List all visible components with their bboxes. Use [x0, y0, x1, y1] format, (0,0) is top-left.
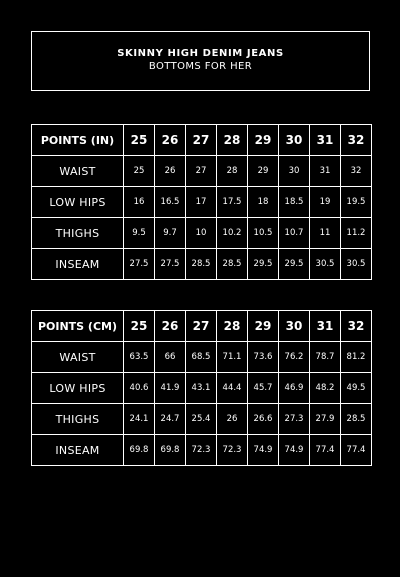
size-header: 27: [186, 311, 217, 342]
table-cell: 10.5: [248, 218, 279, 249]
table-cell: 76.2: [279, 342, 310, 373]
size-header: 30: [279, 311, 310, 342]
size-header: 26: [155, 311, 186, 342]
table-cell: 74.9: [248, 435, 279, 466]
row-label: LOW HIPS: [32, 187, 124, 218]
table-cell: 46.9: [279, 373, 310, 404]
size-header: 28: [217, 125, 248, 156]
table-cell: 30.5: [341, 249, 372, 280]
table-cell: 43.1: [186, 373, 217, 404]
table-cell: 63.5: [124, 342, 155, 373]
size-header: 25: [124, 311, 155, 342]
table-cell: 32: [341, 156, 372, 187]
table-cell: 48.2: [310, 373, 341, 404]
table-cell: 10.7: [279, 218, 310, 249]
table-cell: 28.5: [341, 404, 372, 435]
table-cell: 44.4: [217, 373, 248, 404]
table-cell: 11: [310, 218, 341, 249]
table-cell: 25: [124, 156, 155, 187]
table-cell: 27: [186, 156, 217, 187]
table-cell: 17: [186, 187, 217, 218]
table-cell: 10.2: [217, 218, 248, 249]
size-header: 31: [310, 125, 341, 156]
table-cell: 17.5: [217, 187, 248, 218]
table-cell: 26.6: [248, 404, 279, 435]
table-row: [32, 435, 372, 466]
table-row: [32, 373, 372, 404]
table-cell: 49.5: [341, 373, 372, 404]
table-cell: 81.2: [341, 342, 372, 373]
table-cell: 10: [186, 218, 217, 249]
row-label: WAIST: [32, 156, 124, 187]
table-cell: 26: [155, 156, 186, 187]
table-cell: 16.5: [155, 187, 186, 218]
table-row: [32, 187, 372, 218]
size-header: 25: [124, 125, 155, 156]
table-cell: 27.9: [310, 404, 341, 435]
table-cell: 31: [310, 156, 341, 187]
size-header: 26: [155, 125, 186, 156]
size-table-inches: [31, 124, 372, 280]
table-cell: 26: [217, 404, 248, 435]
row-label: LOW HIPS: [32, 373, 124, 404]
product-title: SKINNY HIGH DENIM JEANS: [117, 48, 284, 59]
table-cell: 29.5: [279, 249, 310, 280]
table-cell: 78.7: [310, 342, 341, 373]
table-row: [32, 156, 372, 187]
table-cell: 29.5: [248, 249, 279, 280]
table-cell: 16: [124, 187, 155, 218]
table-cell: 72.3: [186, 435, 217, 466]
table-cell: 41.9: [155, 373, 186, 404]
table-cell: 27.3: [279, 404, 310, 435]
table-cell: 11.2: [341, 218, 372, 249]
product-subtitle: BOTTOMS FOR HER: [148, 61, 253, 72]
table-row: [32, 342, 372, 373]
table-row: [32, 218, 372, 249]
table-cell: 68.5: [186, 342, 217, 373]
size-header: 29: [248, 311, 279, 342]
row-label: THIGHS: [32, 218, 124, 249]
header-row: [32, 125, 372, 156]
table-cell: 73.6: [248, 342, 279, 373]
table-cell: 18.5: [279, 187, 310, 218]
table-cell: 72.3: [217, 435, 248, 466]
row-label: INSEAM: [32, 249, 124, 280]
table-cell: 30: [279, 156, 310, 187]
size-header: 30: [279, 125, 310, 156]
table-cell: 28.5: [217, 249, 248, 280]
table-cell: 27.5: [155, 249, 186, 280]
points-header: POINTS (CM): [32, 311, 124, 342]
row-label: THIGHS: [32, 404, 124, 435]
table-cell: 77.4: [310, 435, 341, 466]
size-header: 32: [341, 125, 372, 156]
table-row: [32, 404, 372, 435]
title-box: [31, 31, 370, 91]
table-cell: 69.8: [124, 435, 155, 466]
points-header: POINTS (IN): [32, 125, 124, 156]
table-cell: 40.6: [124, 373, 155, 404]
table-cell: 24.7: [155, 404, 186, 435]
table-cell: 19.5: [341, 187, 372, 218]
table-cell: 30.5: [310, 249, 341, 280]
size-header: 29: [248, 125, 279, 156]
table-cell: 28.5: [186, 249, 217, 280]
table-cell: 9.5: [124, 218, 155, 249]
size-header: 27: [186, 125, 217, 156]
table-row: [32, 249, 372, 280]
table-cell: 28: [217, 156, 248, 187]
row-label: WAIST: [32, 342, 124, 373]
size-header: 32: [341, 311, 372, 342]
table-cell: 66: [155, 342, 186, 373]
size-header: 28: [217, 311, 248, 342]
table-cell: 74.9: [279, 435, 310, 466]
header-row: [32, 311, 372, 342]
table-cell: 9.7: [155, 218, 186, 249]
table-cell: 45.7: [248, 373, 279, 404]
table-cell: 24.1: [124, 404, 155, 435]
size-header: 31: [310, 311, 341, 342]
table-cell: 19: [310, 187, 341, 218]
table-cell: 77.4: [341, 435, 372, 466]
table-cell: 29: [248, 156, 279, 187]
table-cell: 25.4: [186, 404, 217, 435]
table-cell: 71.1: [217, 342, 248, 373]
size-table-centimeters: [31, 310, 372, 466]
table-cell: 27.5: [124, 249, 155, 280]
table-cell: 69.8: [155, 435, 186, 466]
table-cell: 18: [248, 187, 279, 218]
row-label: INSEAM: [32, 435, 124, 466]
